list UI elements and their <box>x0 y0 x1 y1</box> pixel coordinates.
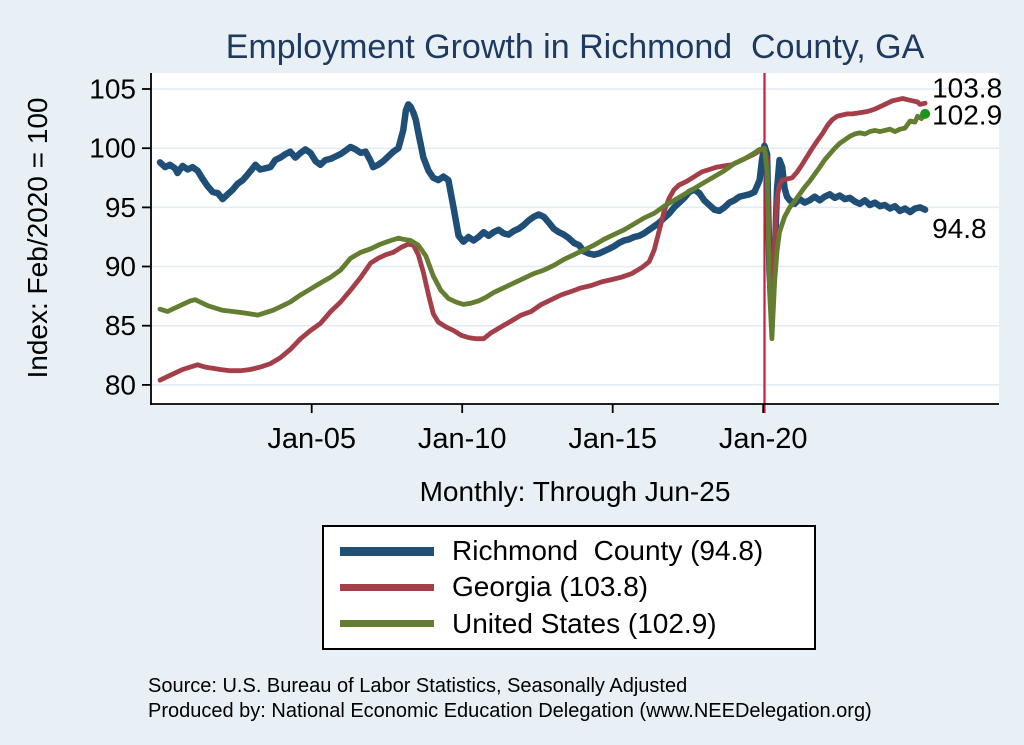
y-tick-label: 105 <box>89 73 136 105</box>
georgia-end-value-label: 103.8 <box>932 72 1003 104</box>
legend-item-richmond-county <box>324 535 814 567</box>
legend-swatch-united-states <box>340 620 434 627</box>
produced-by-note: Produced by: National Economic Education Delegation (www.NEEDelegation.org) <box>148 700 872 722</box>
legend-label-united-states: United States (102.9) <box>452 607 717 639</box>
legend-label-georgia: Georgia (103.8) <box>452 571 649 603</box>
legend-item-georgia <box>324 571 814 603</box>
y-axis-title: Index: Feb/2020 = 100 <box>22 97 53 379</box>
plot-area <box>151 73 999 404</box>
y-tick-label: 80 <box>104 369 136 401</box>
y-tick-label: 90 <box>104 251 136 282</box>
y-tick-label: 95 <box>104 191 136 223</box>
legend <box>322 525 816 650</box>
y-tick-label: 85 <box>104 310 136 342</box>
richmond-county-end-value-label: 94.8 <box>932 213 987 245</box>
y-tick-label: 100 <box>89 132 136 164</box>
united-states-end-value-label: 102.9 <box>932 99 1003 131</box>
source-note: Source: U.S. Bureau of Labor Statistics, Seasonally Adjusted <box>148 675 688 697</box>
x-tick-label: Jan-20 <box>718 423 808 455</box>
united-states-end-dot <box>920 109 930 119</box>
x-tick-label: Jan-05 <box>267 423 357 455</box>
legend-swatch-richmond-county <box>340 547 434 556</box>
legend-item-united-states <box>324 608 814 640</box>
legend-label-richmond-county: Richmond County (94.8) <box>452 535 764 567</box>
x-tick-label: Jan-15 <box>568 423 658 455</box>
footer <box>148 674 872 724</box>
chart-subtitle: Monthly: Through Jun-25 <box>419 476 731 507</box>
chart-title: Employment Growth in Richmond County, GA <box>225 28 925 66</box>
legend-swatch-georgia <box>340 584 434 591</box>
x-tick-label: Jan-10 <box>417 423 507 455</box>
